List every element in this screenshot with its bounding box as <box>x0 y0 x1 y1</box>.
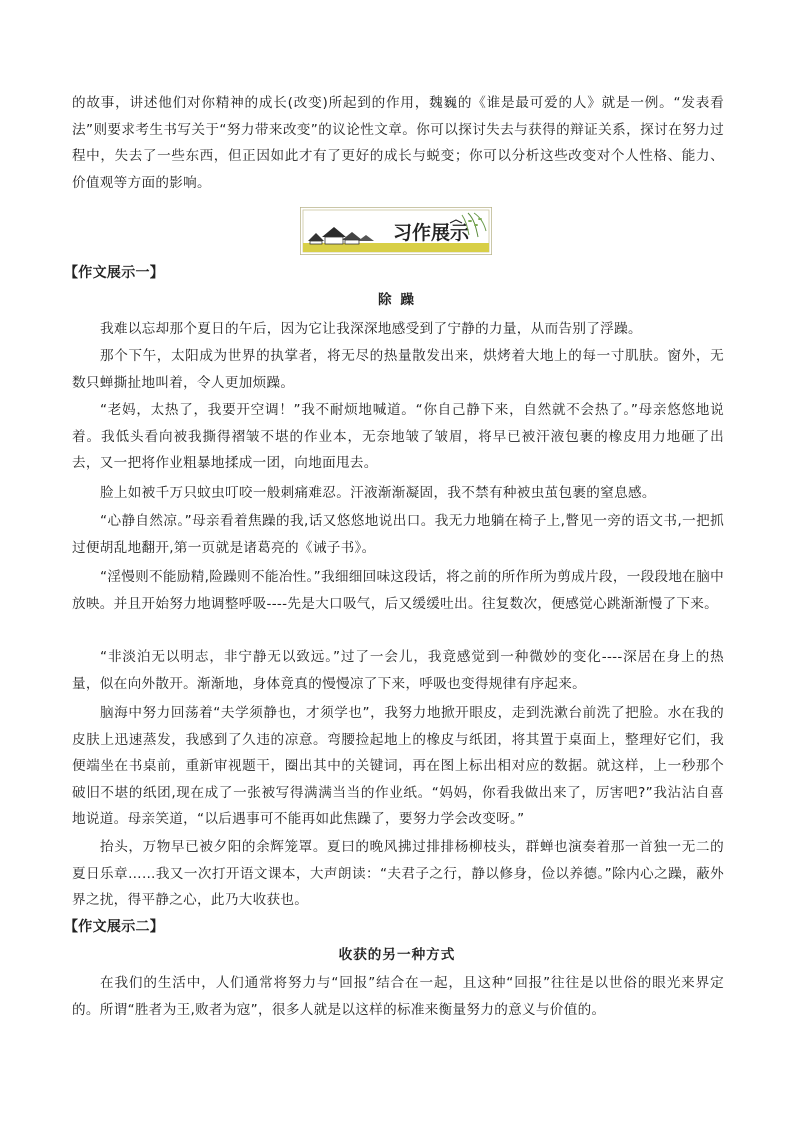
banner-label: 习作展示 <box>393 222 470 244</box>
section-banner <box>300 207 492 255</box>
essay-1-paragraph-6: “淫慢则不能励精,险躁则不能冶性。”我细细回味这段话，将之前的所作所为剪成片段，一段段地在脑中放映。并且开始努力地调整呼吸----先是大口吸气，后又缓缓吐出。往复数次，便感觉心跳渐渐慢了下来。 <box>72 569 724 612</box>
essay-1-paragraph-4: 脸上如被千万只蚊虫叮咬一般刺痛难忍。汗液渐渐凝固，我不禁有种被虫茧包裹的窒息感。 <box>100 485 656 501</box>
essay-2-heading: 【作文展示二】 <box>64 919 165 935</box>
essay-1-paragraph-9: 抬头，万物早已被夕阳的余辉笼罩。夏曰的晚风拂过排排杨柳枝头，群蝉也演奏着那一首独一无二的夏日乐章……我又一次打开语文课本，大声朗读：“夫君子之行，静以修身，俭以养德。”除内心之躁，蔽外界之扰，得平静之心，此乃大收获也。 <box>72 839 724 908</box>
essay-2-title: 收获的另一种方式 <box>338 947 456 963</box>
essay-1-paragraph-2: 那个下午，太阳成为世界的执掌者，将无尽的热量散发出来，烘烤着大地上的每一寸肌肤。窗外，无数只蝉撕扯地叫着，令人更加烦躁。 <box>72 348 724 391</box>
essay-1-paragraph-8: 脑海中努力回荡着“夫学须静也，才须学也”，我努力地掀开眼皮，走到洗漱台前洗了把脸。水在我的皮肤上迅速蒸发，我感到了久违的凉意。弯腰捡起地上的橡皮与纸团，将其置于桌面上，整理好它们，我便端坐在书桌前，重新审视题干，圈出其中的关键词，再在图上标出相对应的数据。就这样，上一秒那个破旧不堪的纸团,现在成了一张被写得满满当当的作业纸。“妈妈，你看我做出来了，厉害吧?”我沾沾自喜地说道。母亲笑道，“以后遇事可不能再如此焦躁了，要努力学会改变呀。” <box>72 705 724 827</box>
essay-1-heading: 【作文展示一】 <box>64 265 165 281</box>
essay-1-paragraph-7: “非淡泊无以明志，非宁静无以致远。”过了一会儿，我竟感觉到一种微妙的变化----深居在身上的热量，似在向外散开。渐渐地，身体竟真的慢慢凉了下来，呼吸也变得规律有序起来。 <box>72 649 724 692</box>
intro-paragraph: 的故事，讲述他们对你精神的成长(改变)所起到的作用，魏巍的《谁是最可爱的人》就是一例。“发表看法”则要求考生书写关于“努力带来改变”的议论性文章。你可以探讨失去与获得的辩证关系，探讨在努力过程中，失去了一些东西，但正因如此才有了更好的成长与蜕变；你可以分析这些改变对个人性格、能力、价值观等方面的影响。 <box>72 95 724 191</box>
essay-2-paragraph-1: 在我们的生活中，人们通常将努力与“回报”结合在一起，且这种“回报”往往是以世俗的眼光来界定的。所谓“胜者为王,败者为寇”，很多人就是以这样的标准来衡量努力的意义与价值的。 <box>72 975 724 1018</box>
banner-graphic <box>300 207 492 255</box>
essay-1-paragraph-5: “心静自然凉。”母亲看着焦躁的我,话又悠悠地说出口。我无力地躺在椅子上,瞥见一旁的语文书,一把抓过便胡乱地翻开,第一页就是诸葛亮的《诫子书》。 <box>72 513 724 556</box>
essay-1-title: 除 躁 <box>378 292 416 308</box>
essay-1-paragraph-3: “老妈，太热了，我要开空调！”我不耐烦地喊道。“你自己静下来，自然就不会热了。”母亲悠悠地说着。我低头看向被我撕得褶皱不堪的作业本，无奈地皱了皱眉，将早已被汗液包裹的橡皮用力地砸了出去，又一把将作业粗暴地揉成一团，向地面甩去。 <box>72 402 724 471</box>
essay-1-paragraph-1: 我难以忘却那个夏日的午后，因为它让我深深地感受到了宁静的力量，从而告别了浮躁。 <box>100 321 642 337</box>
